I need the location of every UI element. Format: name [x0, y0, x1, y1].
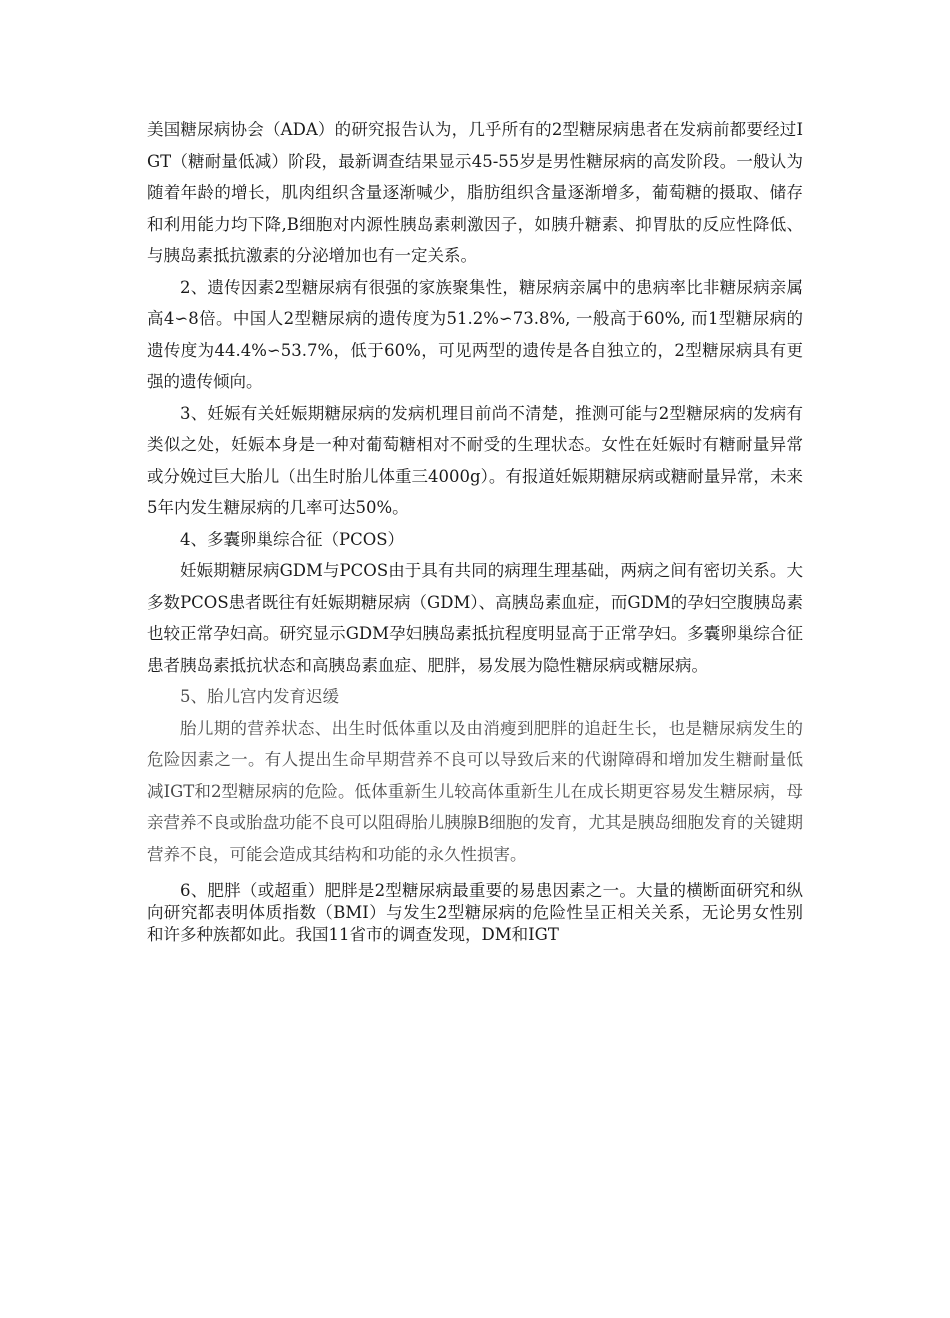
document-page [147, 114, 803, 946]
paragraph-genetic-factors: 2、遗传因素2型糖尿病有很强的家族聚集性，糖尿病亲属中的患病率比非糖尿病亲属高4∽8倍。中国人2型糖尿病的遗传度为51.2%∽73.8%, 一般高于60%, 而1型糖尿病的遗传度为44.4%∽53.7%，低于60%，可见两型的遗传是各自独立的，2型糖尿病具有更强的遗传倾向。 [147, 277, 803, 391]
heading-fetal-growth: 5、胎儿宫内发育迟缓 [180, 687, 339, 706]
paragraph-obesity: 6、肥胖（或超重）肥胖是2型糖尿病最重要的易患因素之一。大量的横断面研究和纵向研究都表明体质指数（BMI）与发生2型糖尿病的危险性呈正相关关系，无论男女性别和许多种族都如此。我国11省市的调查发现，DM和IGT [147, 881, 803, 944]
paragraph-ada-igt: 美国糖尿病协会（ADA）的研究报告认为，几乎所有的2型糖尿病患者在发病前都要经过IGT（糖耐量低减）阶段，最新调查结果显示45-55岁是男性糖尿病的高发阶段。一般认为随着年龄的增长，肌肉组织含量逐渐喊少，脂肪组织含量逐渐增多，葡萄糖的摄取、储存和利用能力均下降,B细胞对内源性胰岛素刺激因子，如胰升糖素、抑胃肽的反应性降低、与胰岛素抵抗激素的分泌增加也有一定关系。 [147, 120, 803, 265]
paragraph-fetal-growth: 胎儿期的营养状态、出生时低体重以及由消瘦到肥胖的追赶生长，也是糖尿病发生的危险因素之一。有人提出生命早期营养不良可以导致后来的代谢障碍和增加发生糖耐量低减IGT和2型糖尿病的危险。低体重新生儿较高体重新生儿在成长期更容易发生糖尿病，母亲营养不良或胎盘功能不良可以阻碍胎儿胰腺B细胞的发育，尤其是胰岛细胞发育的关键期营养不良，可能会造成其结构和功能的永久性损害。 [147, 718, 803, 864]
paragraph-pcos: 妊娠期糖尿病GDM与PCOS由于具有共同的病理生理基础，两病之间有密切关系。大多数PCOS患者既往有妊娠期糖尿病（GDM）、高胰岛素血症，而GDM的孕妇空腹胰岛素也较正常孕妇高。研究显示GDM孕妇胰岛素抵抗程度明显高于正常孕妇。多囊卵巢综合征患者胰岛素抵抗状态和高胰岛素血症、肥胖，易发展为隐性糖尿病或糖尿病。 [147, 561, 803, 675]
paragraph-pregnancy: 3、妊娠有关妊娠期糖尿病的发病机理目前尚不清楚，推测可能与2型糖尿病的发病有类似之处，妊娠本身是一种对葡萄糖相对不耐受的生理状态。女性在妊娠时有糖耐量异常或分娩过巨大胎儿（出生时胎儿体重三4000g）。有报道妊娠期糖尿病或糖耐量异常，未来5年内发生糖尿病的几率可达50%。 [147, 403, 803, 517]
heading-pcos: 4、多囊卵巢综合征（PCOS） [180, 529, 405, 549]
